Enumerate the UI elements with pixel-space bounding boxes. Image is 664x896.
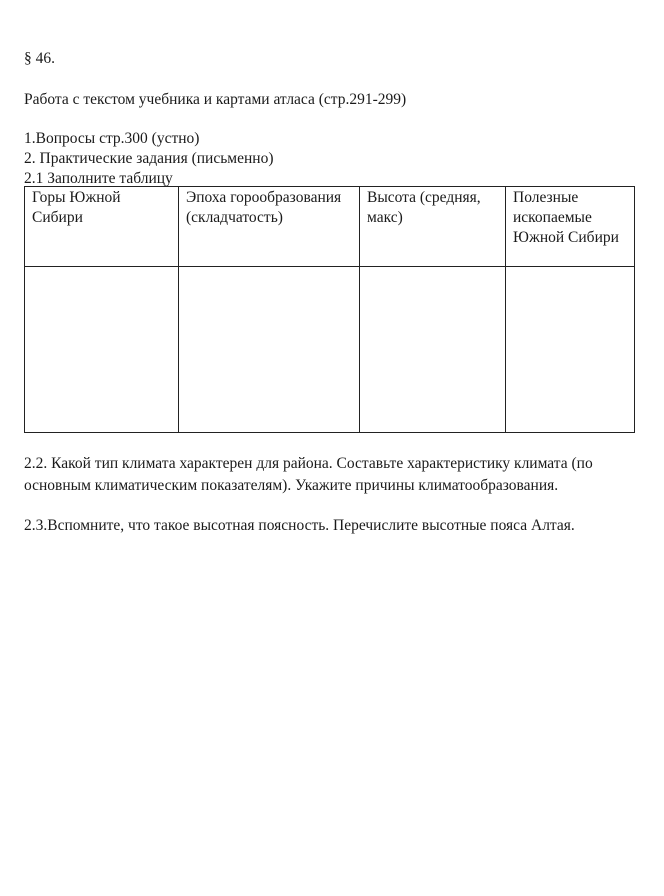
task-2-practical: 2. Практические задания (письменно) xyxy=(24,150,274,167)
task-2-2-climate: 2.2. Какой тип климата характерен для района. Составьте характеристику климата (по основным климатическим показателям). Укажите причины климатообразования. xyxy=(24,455,593,494)
table-cell-height[interactable] xyxy=(360,267,506,433)
fill-in-table xyxy=(24,186,635,433)
table-cell-mountains[interactable] xyxy=(25,267,179,433)
table-header-row xyxy=(25,187,635,267)
task-2-1-fill-table: 2.1 Заполните таблицу xyxy=(24,170,173,187)
header-orogeny-epoch: Эпоха горообразования (складчатость) xyxy=(179,187,360,267)
intro-text: Работа с текстом учебника и картами атласа (стр.291-299) xyxy=(24,91,407,108)
table-cell-minerals[interactable] xyxy=(506,267,635,433)
task-2-3-altitudinal-zones: 2.3.Вспомните, что такое высотная поясность. Перечислите высотные пояса Алтая. xyxy=(24,517,575,534)
header-minerals: Полезные ископаемые Южной Сибири xyxy=(506,187,635,267)
header-height: Высота (средняя, макс) xyxy=(360,187,506,267)
header-mountains: Горы Южной Сибири xyxy=(25,187,179,267)
table-row xyxy=(25,267,635,433)
table-cell-orogeny-epoch[interactable] xyxy=(179,267,360,433)
task-1-questions: 1.Вопросы стр.300 (устно) xyxy=(24,130,200,147)
section-number: § 46. xyxy=(24,50,55,67)
